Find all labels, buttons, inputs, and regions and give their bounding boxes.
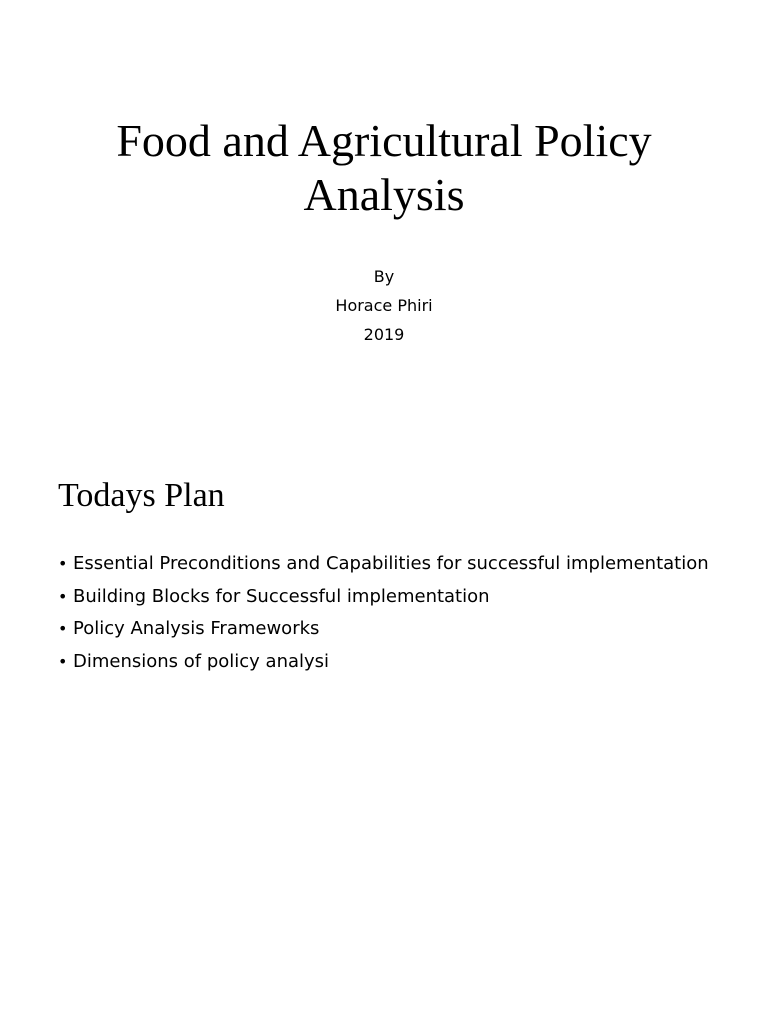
bullet-text: Essential Preconditions and Capabilities for successful implementation <box>73 553 709 574</box>
bullet-text: Building Blocks for Successful implementation <box>73 585 490 607</box>
bullet-text: Policy Analysis Frameworks <box>73 618 320 639</box>
author-name: Horace Phiri <box>335 296 433 315</box>
bullet-item <box>58 581 758 614</box>
bullet-dot-icon: • <box>58 619 68 638</box>
bullet-dot-icon: • <box>58 651 68 671</box>
bullet-dot-icon: • <box>58 586 68 606</box>
year: 2019 <box>363 325 405 344</box>
plan-bullet-list <box>58 548 758 678</box>
title-line-2: Analysis <box>303 169 465 220</box>
bullet-item <box>58 646 758 679</box>
bullet-item <box>58 548 758 581</box>
plan-heading: Todays Plan <box>58 477 225 514</box>
by-label: By <box>373 267 395 286</box>
title-line-1: Food and Agricultural Policy <box>116 115 652 166</box>
bullet-text: Dimensions of policy analysi <box>73 650 330 672</box>
bullet-item <box>58 613 758 646</box>
slide-subtitle <box>84 262 684 349</box>
bullet-dot-icon: • <box>58 554 68 573</box>
slide-title <box>40 114 728 222</box>
